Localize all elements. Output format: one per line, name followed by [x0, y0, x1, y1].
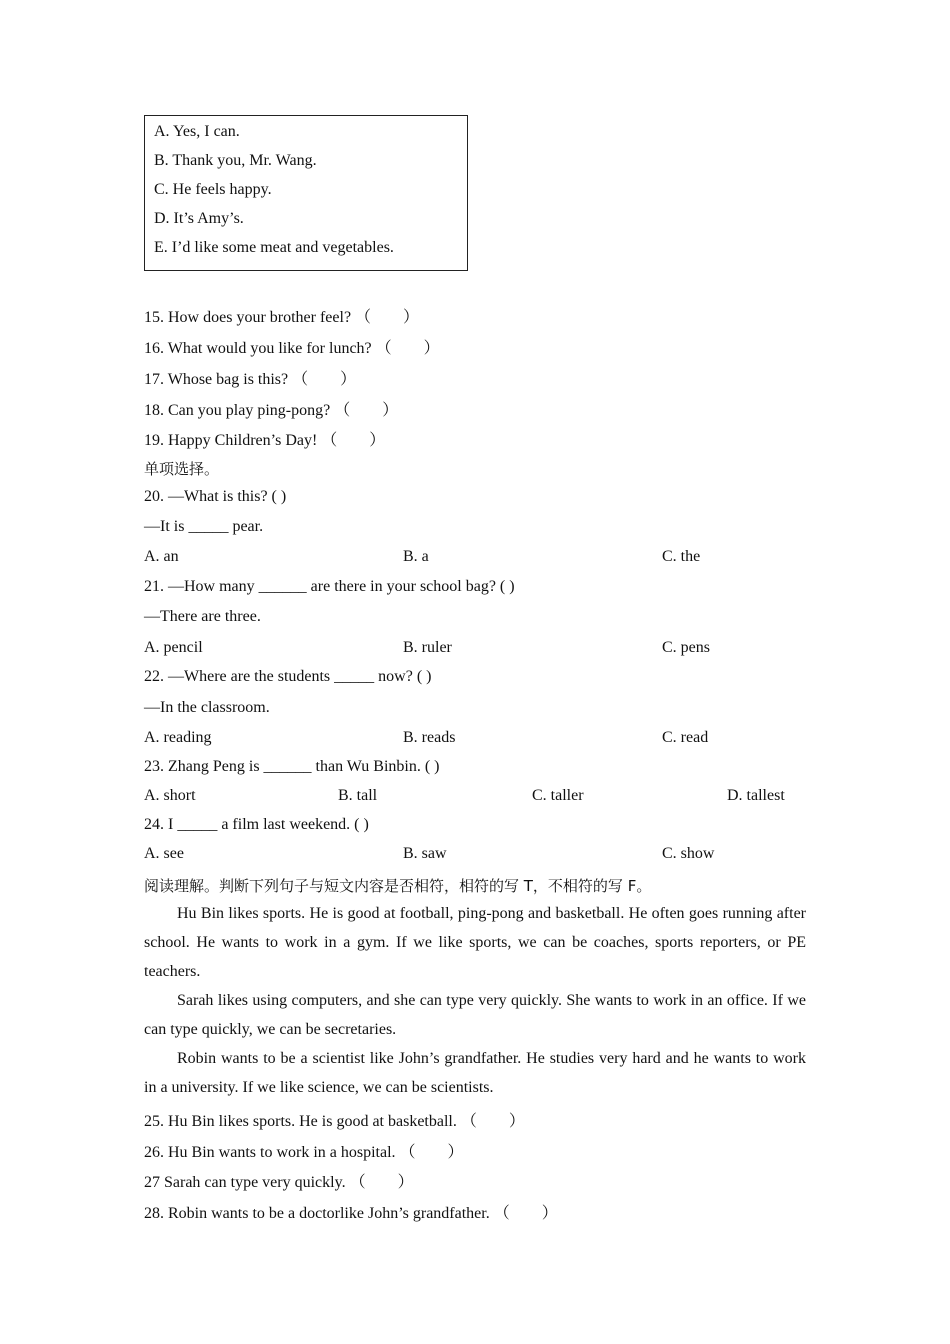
question-24-option-c: C. show	[662, 845, 715, 862]
answer-options-box	[144, 115, 468, 271]
question-23-option-d: D. tallest	[727, 787, 785, 804]
option-a: A. Yes, I can.	[154, 123, 240, 140]
question-28: 28. Robin wants to be a doctorlike John’s grandfather. （ ）	[144, 1205, 558, 1222]
question-16: 16. What would you like for lunch? （ ）	[144, 340, 440, 357]
question-21-stem: 21. —How many ______ are there in your school bag? ( )	[144, 578, 515, 595]
question-24-option-a: A. see	[144, 845, 184, 862]
question-22-stem: 22. —Where are the students _____ now? ( )	[144, 668, 432, 685]
passage-paragraph-2: Sarah likes using computers, and she can type very quickly. She wants to work in an office. If we can type quickly, we can be secretaries.	[144, 992, 806, 1038]
option-e: E. I’d like some meat and vegetables.	[154, 239, 394, 256]
question-21-answer: —There are three.	[144, 608, 261, 625]
question-21-option-a: A. pencil	[144, 639, 203, 656]
passage-paragraph-1: Hu Bin likes sports. He is good at football, ping-pong and basketball. He often goes running after school. He wants to work in a gym. If we like sports, we can be coaches, sports reporters, or PE teachers.	[144, 905, 806, 980]
question-23-option-c: C. taller	[532, 787, 584, 804]
question-24-stem: 24. I _____ a film last weekend. ( )	[144, 816, 369, 833]
question-22-option-c: C. read	[662, 729, 709, 746]
section-heading-choice: 单项选择。	[144, 460, 220, 478]
question-20-stem: 20. —What is this? ( )	[144, 488, 287, 505]
question-22-answer: —In the classroom.	[144, 699, 270, 716]
question-20-option-c: C. the	[662, 548, 701, 565]
question-22-option-a: A. reading	[144, 729, 212, 746]
question-20-option-b: B. a	[403, 548, 429, 565]
question-21-option-c: C. pens	[662, 639, 710, 656]
question-15: 15. How does your brother feel? （ ）	[144, 309, 420, 326]
question-18: 18. Can you play ping-pong? （ ）	[144, 402, 399, 419]
question-22-option-b: B. reads	[403, 729, 456, 746]
passage-paragraph-3: Robin wants to be a scientist like John’s grandfather. He studies very hard and he wants to work in a university. If we like science, we can be scientists.	[144, 1050, 806, 1096]
question-26: 26. Hu Bin wants to work in a hospital. （ ）	[144, 1144, 464, 1161]
question-19: 19. Happy Children’s Day! （ ）	[144, 432, 386, 449]
question-23-option-b: B. tall	[338, 787, 378, 804]
option-d: D. It’s Amy’s.	[154, 210, 244, 227]
question-21-option-b: B. ruler	[403, 639, 452, 656]
question-17: 17. Whose bag is this? （ ）	[144, 371, 357, 388]
option-c: C. He feels happy.	[154, 181, 272, 198]
question-25: 25. Hu Bin likes sports. He is good at basketball. （ ）	[144, 1113, 525, 1130]
question-27: 27 Sarah can type very quickly. （ ）	[144, 1174, 414, 1191]
question-24-option-b: B. saw	[403, 845, 447, 862]
question-20-answer: —It is _____ pear.	[144, 518, 264, 535]
question-20-option-a: A. an	[144, 548, 179, 565]
section-heading-reading: 阅读理解。判断下列句子与短文内容是否相符，相符的写 T，不相符的写 F。	[144, 877, 652, 895]
question-23-stem: 23. Zhang Peng is ______ than Wu Binbin. ( )	[144, 758, 440, 775]
option-b: B. Thank you, Mr. Wang.	[154, 152, 317, 169]
question-23-option-a: A. short	[144, 787, 196, 804]
